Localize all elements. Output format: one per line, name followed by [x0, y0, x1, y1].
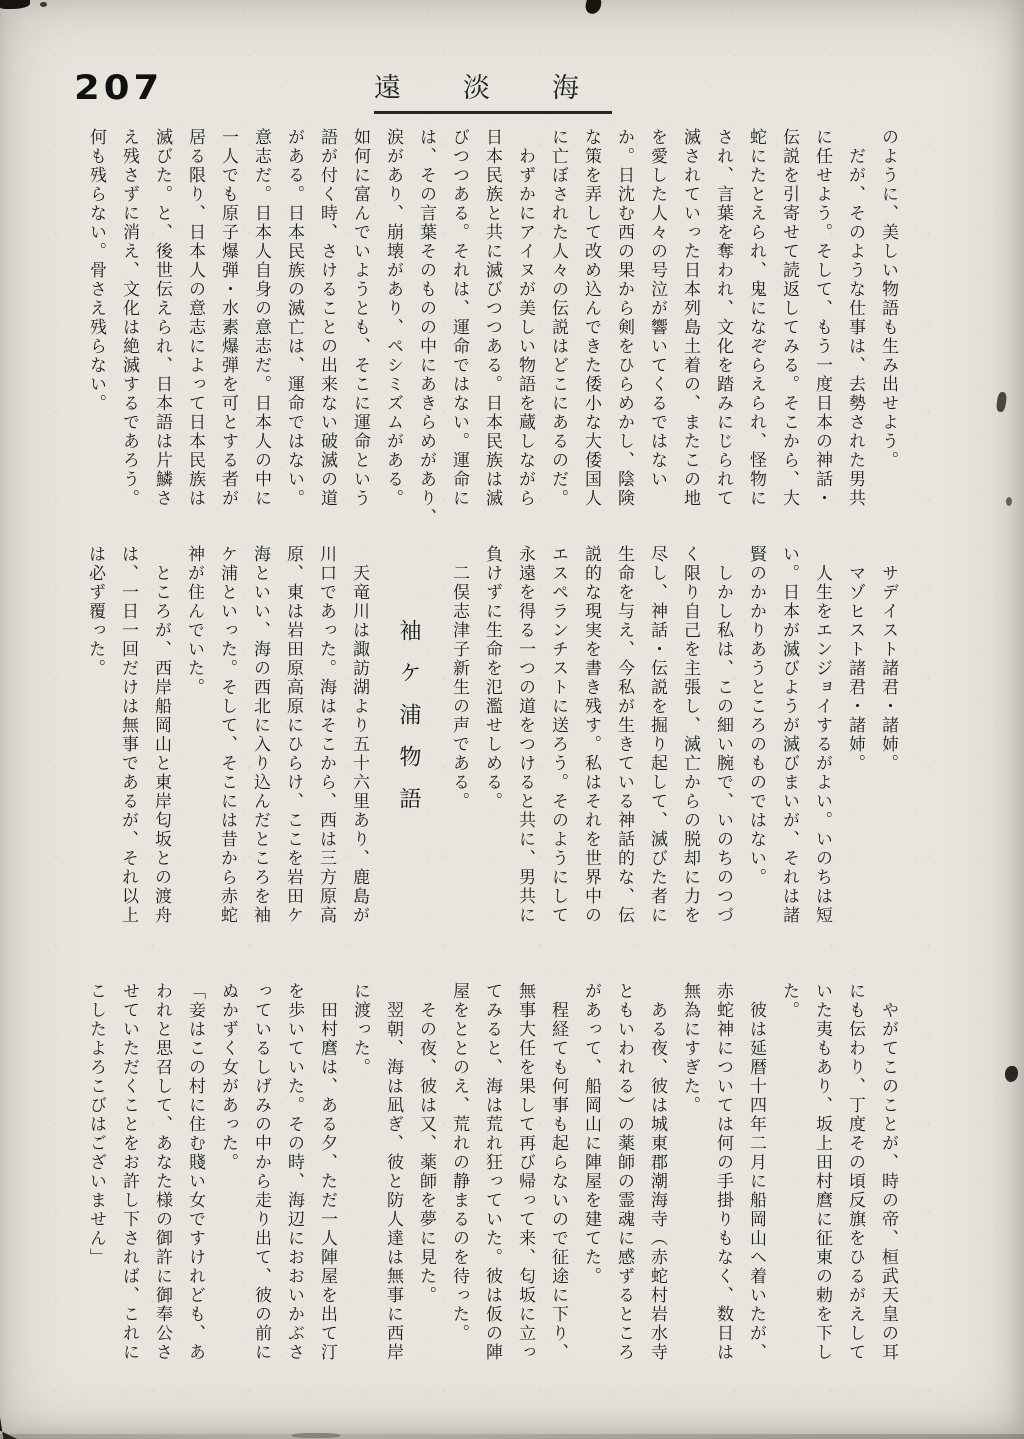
text-column: エスペランチストに送ろう。そのようにして	[549, 545, 568, 925]
text-column: 人生をエンジョイするがよい。いのちは短	[813, 545, 832, 925]
text-column: 無事大任を果して再び帰って来、匂坂に立っ	[516, 982, 535, 1362]
text-column: い。日本が滅びようが滅びまいが、それは諸	[780, 545, 799, 925]
text-column: 天竜川は諏訪湖より五十六里あり、鹿島が	[350, 545, 369, 925]
text-column: 如何に富んでいようとも、そこに運命という	[351, 128, 370, 508]
text-column: な策を弄して改め込んできた倭小な大倭国人	[582, 128, 601, 508]
text-column: っているしげみの中から走り出て、彼の前に	[252, 982, 271, 1362]
text-column: 彼は延暦十四年二月に船岡山へ着いたが、	[747, 982, 766, 1362]
text-column: にも伝わり、丁度その頃反旗をひるがえして	[846, 982, 865, 1362]
scan-artifact	[584, 0, 603, 16]
text-band-middle	[79, 545, 905, 963]
text-column: た。	[780, 982, 799, 1020]
text-column: 居る限り、日本人の意志によって日本民族は	[186, 128, 205, 508]
text-column: があって、船岡山に陣屋を建てた。	[582, 982, 601, 1286]
text-column: サデイスト諸君・諸姉。	[879, 545, 898, 773]
text-band-top	[80, 128, 905, 526]
text-column: だが、そのような仕事は、去勢された男共	[846, 128, 865, 508]
scan-artifact	[0, 0, 30, 9]
text-column: 永遠を得る一つの道をつけると共に、男共に	[516, 545, 535, 925]
text-column: 屋をととのえ、荒れの静まるのを待った。	[450, 982, 469, 1343]
running-head-title: 遠淡海	[374, 66, 612, 114]
text-band-bottom	[80, 982, 905, 1432]
text-column: 川口であった。海はそこから、西は三方原高	[317, 545, 336, 925]
text-column: てみると、海は荒れ狂っていた。彼は仮の陣	[483, 982, 502, 1362]
text-column: 二俣志津子新生の声である。	[450, 545, 469, 811]
scan-artifact	[1005, 1066, 1018, 1082]
text-column: 尽し、神話・伝説を掘り起して、滅びた者に	[648, 545, 667, 925]
text-column: 語が付く時、さけることの出来ない破滅の道	[318, 128, 337, 508]
text-column: その夜、彼は又、薬師を夢に見た。	[417, 982, 436, 1305]
text-column: ある夜、彼は城東郡潮海寺（赤蛇村岩水寺	[648, 982, 667, 1362]
scan-artifact	[1006, 497, 1012, 506]
text-column: 赤蛇神については何の手掛りもなく、数日は	[714, 982, 733, 1362]
text-column: 賢のかかりあうところのものではない。	[747, 545, 766, 887]
text-column: 何も残らない。骨さえ残らない。	[87, 128, 106, 413]
text-column: 無為にすぎた。	[681, 982, 700, 1115]
text-column: 説的な現実を書き残す。私はそれを世界中の	[582, 545, 601, 925]
text-column: せていただくことをお許し下されば、これに	[120, 982, 139, 1362]
text-column: 涙があり、崩壊があり、ペシミズムがある。	[384, 128, 403, 508]
scan-artifact	[40, 2, 47, 7]
text-column: に亡ぼされた人々の伝説はどこにあるのだ。	[549, 128, 568, 508]
section-title: 袖ケ浦物語	[397, 619, 422, 829]
text-column: は、一日一回だけは無事であるが、それ以上	[119, 545, 138, 925]
text-column: に渡った。	[351, 982, 370, 1077]
text-column: 神が住んでいた。	[185, 545, 204, 697]
text-column: 蛇にたとえられ、鬼になぞらえられ、怪物に	[747, 128, 766, 508]
text-column: のように、美しい物語も生み出せよう。	[879, 128, 898, 470]
text-column: 原、東は岩田原高原にひらけ、ここを岩田ケ	[284, 545, 303, 925]
text-column: は、その言葉そのものの中にあきらめがあり、	[417, 128, 436, 527]
text-column: こしたよろこびはございません」	[87, 982, 106, 1267]
text-column: 海といい、海の西北に入り込んだところを袖	[251, 545, 270, 925]
text-column: やがてこのことが、時の帝、桓武天皇の耳	[879, 982, 898, 1362]
text-column: に任せよう。そして、もう一度日本の神話・	[813, 128, 832, 508]
text-column: わずかにアイヌが美しい物語を蔵しながら	[516, 128, 535, 508]
text-column: 意志だ。日本人自身の意志だ。日本人の中に	[252, 128, 271, 508]
text-column: がある。日本民族の滅亡は、運命ではない。	[285, 128, 304, 508]
text-column: 生命を与え、今私が生きている神話的な、伝	[615, 545, 634, 925]
text-column: しかし私は、この細い腕で、いのちのつづ	[714, 545, 733, 925]
text-column: を愛した人々の号泣が響いてくるではない	[648, 128, 667, 489]
text-column: マゾヒスト諸君・諸姉。	[846, 545, 865, 773]
text-column: 田村麿は、ある夕、ただ一人陣屋を出て汀	[318, 982, 337, 1362]
text-column: ケ浦といった。そして、そこには昔から赤蛇	[218, 545, 237, 925]
scan-artifact	[0, 1434, 1024, 1439]
text-column: は必ず覆った。	[86, 545, 105, 678]
text-column: 伝説を引寄せて読返してみる。そこから、大	[780, 128, 799, 508]
text-column: 程経ても何事も起らないので征途に下り、	[549, 982, 568, 1362]
text-column: 一人でも原子爆弾・水素爆弾を可とする者が	[219, 128, 238, 508]
text-column: 翌朝、海は凪ぎ、彼と防人達は無事に西岸	[384, 982, 403, 1362]
text-column: ぬかずく女があった。	[219, 982, 238, 1172]
text-column: 日本民族と共に滅びつつある。日本民族は滅	[483, 128, 502, 508]
text-column: 負けずに生命を氾濫せしめる。	[483, 545, 502, 811]
text-column: 滅びた。と、後世伝えられ、日本語は片鱗さ	[153, 128, 172, 508]
text-column: びつつある。それは、運命ではない。運命に	[450, 128, 469, 508]
text-column: われと思召して、あなた様の御許に御奉公さ	[153, 982, 172, 1362]
text-column: く限り自己を主張し、滅亡からの脱却に力を	[681, 545, 700, 925]
text-column: され、言葉を奪われ、文化を踏みにじられて	[714, 128, 733, 508]
text-column: ところが、西岸船岡山と東岸匂坂との渡舟	[152, 545, 171, 925]
text-column: か。日沈む西の果から剣をひらめかし、陰険	[615, 128, 634, 508]
text-column: いた夷もあり、坂上田村麿に征東の勅を下し	[813, 982, 832, 1362]
text-column: 滅されていった日本列島土着の、またこの地	[681, 128, 700, 508]
page-number: 207	[74, 67, 164, 108]
text-column: 「妾はこの村に住む賤い女ですけれども、あ	[186, 982, 205, 1362]
text-column: ともいわれる）の薬師の霊魂に感ずるところ	[615, 982, 634, 1362]
text-column: を歩いていた。その時、海辺におおいかぶさ	[285, 982, 304, 1362]
scan-artifact	[996, 391, 1008, 412]
text-column: え残さずに消え、文化は絶滅するであろう。	[120, 128, 139, 508]
